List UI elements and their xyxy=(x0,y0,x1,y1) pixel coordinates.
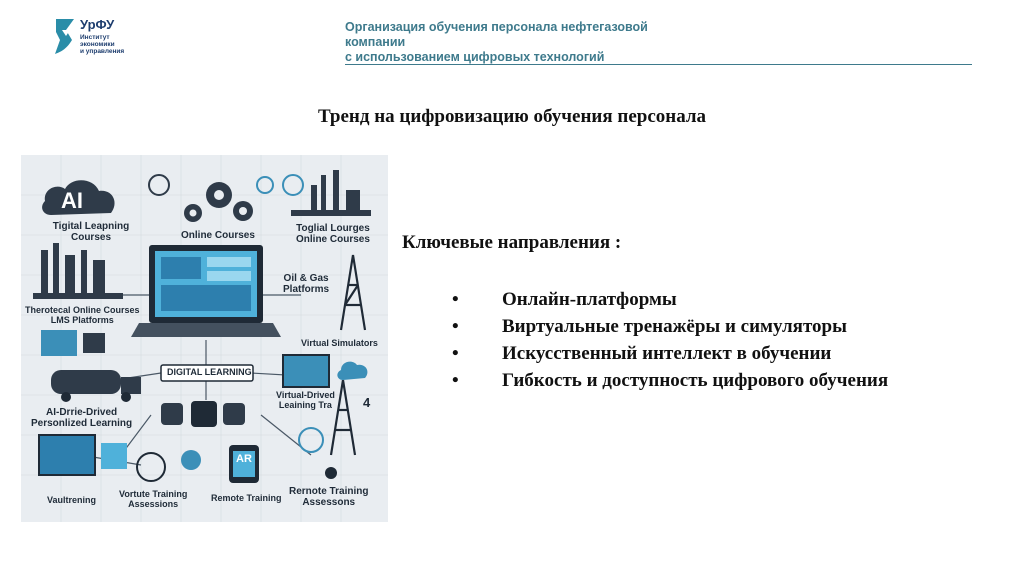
logo-subtitle xyxy=(80,34,124,55)
header-title-line: компании xyxy=(345,35,406,49)
logo-brand: УрФУ xyxy=(80,17,115,32)
toglial-lourges-label: Toglial Lourges Online Courses xyxy=(296,223,370,245)
vaulttening-label: Vaultrening xyxy=(47,495,97,505)
list-item xyxy=(452,313,888,340)
list-item xyxy=(452,367,888,394)
number-four-label: 4 xyxy=(363,395,371,410)
online-courses-label: Online Courses xyxy=(181,230,255,241)
oil-gas-platforms-label: Oil & Gas Platforms xyxy=(283,273,330,295)
digital-learning-courses-label: Tigital Leapning Courses xyxy=(52,221,130,243)
ar-label: AR xyxy=(236,453,252,465)
slide-title: Тренд на цифровизацию обучения персонала xyxy=(317,106,707,127)
list-item xyxy=(452,340,888,367)
key-directions-list xyxy=(452,286,888,394)
logo-sub-line: Институт xyxy=(80,34,110,41)
header-title-line: Организация обучения персонала нефтегазовой xyxy=(345,20,648,34)
remote-training-assess-label: Rernote Training Assessons xyxy=(289,486,369,508)
logo-sub-line: и управления xyxy=(80,48,125,55)
virtual-simulators-label: Virtual Simulators xyxy=(301,338,378,348)
bullet-marker: • xyxy=(452,289,459,310)
list-item xyxy=(452,286,888,313)
ai-label: AI xyxy=(61,188,83,213)
list-item-text: Виртуальные тренажёры и симуляторы xyxy=(502,316,847,337)
list-item-text: Онлайн-платформы xyxy=(502,289,677,310)
urfu-logo xyxy=(52,16,162,60)
header-divider xyxy=(345,64,972,65)
vortute-training-label: Vortute Training Assessions xyxy=(119,489,188,509)
header-title-line: с использованием цифровых технологий xyxy=(345,50,605,64)
virtual-drived-label: Virtual-Drived Leaining Tra xyxy=(276,390,335,410)
theoretical-courses-label: Therotecal Online Courses LMS Platforms xyxy=(25,305,140,325)
key-directions-heading: Ключевые направления : xyxy=(402,232,622,253)
bullet-marker: • xyxy=(452,370,459,391)
ai-driven-label: AI-Drrie-Drived Personlized Learning xyxy=(31,407,133,429)
bullet-marker: • xyxy=(452,343,459,364)
bullet-marker: • xyxy=(452,316,459,337)
urfu-emblem-icon xyxy=(52,16,78,56)
list-item-text: Искусственный интеллект в обучении xyxy=(502,343,832,364)
header-title xyxy=(345,20,705,65)
digital-learning-illustration xyxy=(21,155,388,522)
digital-learning-box-label: DIGITAL LEARNING xyxy=(167,367,252,377)
remote-training-label: Remote Training xyxy=(211,493,282,503)
list-item-text: Гибкость и доступность цифрового обучения xyxy=(502,370,889,391)
logo-sub-line: экономики xyxy=(80,41,115,48)
